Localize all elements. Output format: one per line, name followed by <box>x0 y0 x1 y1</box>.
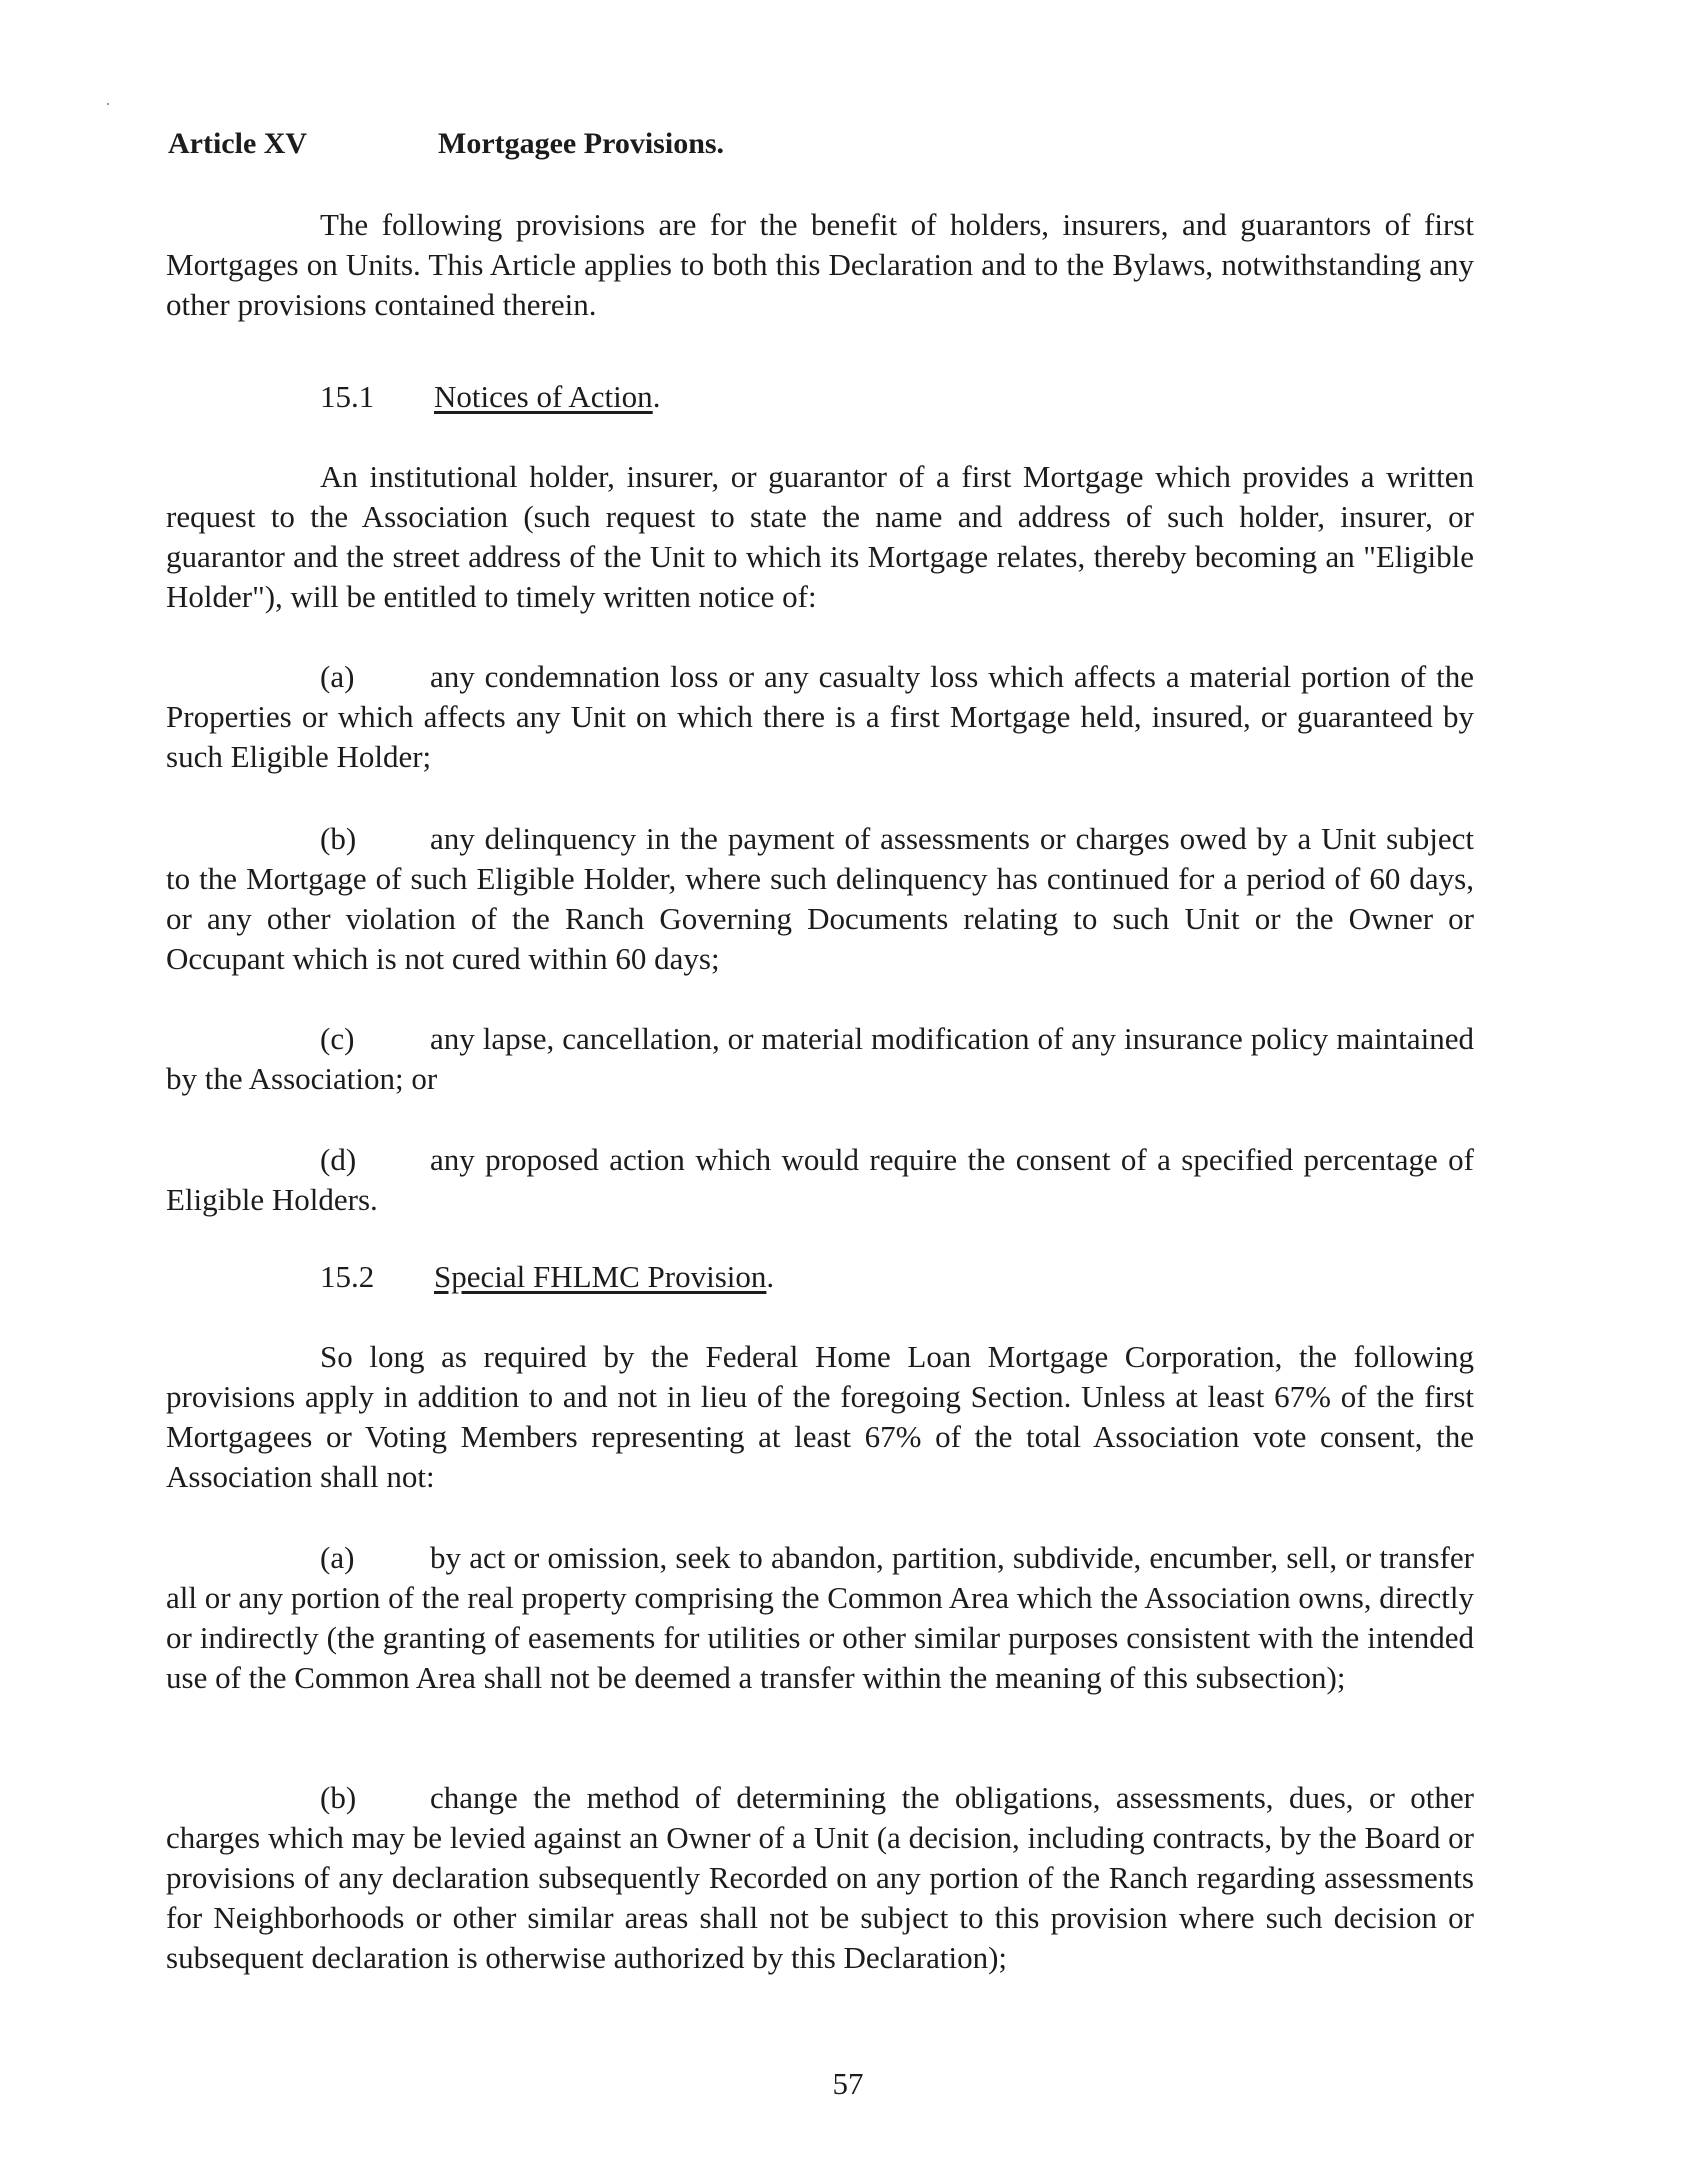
list-item <box>166 1778 1474 1978</box>
section-title: Special FHLMC Provision <box>434 1259 767 1294</box>
intro-paragraph: The following provisions are for the benefit of holders, insurers, and guarantors of first Mortgages on Units. This Article applies to both this Declaration and to the Bylaws, notwithstanding any other provisions contained therein. <box>166 207 1474 322</box>
section-15-1-body: An institutional holder, insurer, or guarantor of a first Mortgage which provides a written request to the Association (such request to state the name and address of such holder, insurer, or guarantor and the street address of the Unit to which its Mortgage relates, thereby becoming an "Eligible Holder"), will be entitled to timely written notice of: <box>166 459 1474 614</box>
list-item <box>166 1019 1474 1099</box>
item-label: (b) <box>320 1780 357 1815</box>
section-title-period: . <box>766 1259 775 1294</box>
section-title: Notices of Action <box>434 379 653 414</box>
item-text: any proposed action which would require the consent of a specified percentage of Eligible Holders. <box>166 1142 1474 1217</box>
item-label: (a) <box>320 659 355 694</box>
list-item <box>166 1538 1474 1698</box>
item-label: (b) <box>320 821 357 856</box>
section-15-1-heading <box>320 377 660 417</box>
article-heading <box>168 124 724 164</box>
article-number: Article XV <box>168 127 308 160</box>
item-label: (c) <box>320 1021 355 1056</box>
item-text: change the method of determining the obligations, assessments, dues, or other charges which may be levied against an Owner of a Unit (a decision, including contracts, by the Board or provisions of any declaration subsequently Recorded on any portion of the Ranch regarding assessments for Neighborhoods or other similar areas shall not be subject to this provision where such decision or subsequent declaration is otherwise authorized by this Declaration); <box>166 1780 1474 1975</box>
scan-speck <box>107 103 109 105</box>
page-number: 57 <box>832 2066 864 2101</box>
section-number: 15.1 <box>320 379 375 414</box>
item-text: any condemnation loss or any casualty loss which affects a material portion of the Properties or which affects any Unit on which there is a first Mortgage held, insured, or guaranteed by such Eligible Holder; <box>166 659 1474 774</box>
list-item <box>166 1140 1474 1220</box>
item-label: (a) <box>320 1540 355 1575</box>
item-text: any delinquency in the payment of assessments or charges owed by a Unit subject to the Mortgage of such Eligible Holder, where such delinquency has continued for a period of 60 days, or any other violation of the Ranch Governing Documents relating to such Unit or the Owner or Occupant which is not cured within 60 days; <box>166 821 1474 976</box>
section-title-period: . <box>652 379 661 414</box>
list-item <box>166 819 1474 979</box>
section-15-2-body: So long as required by the Federal Home Loan Mortgage Corporation, the following provisions apply in addition to and not in lieu of the foregoing Section. Unless at least 67% of the first Mortgagees or Voting Members representing at least 67% of the total Association vote consent, the Association shall not: <box>166 1339 1474 1494</box>
article-title: Mortgagee Provisions. <box>438 127 725 160</box>
section-number: 15.2 <box>320 1259 375 1294</box>
section-15-2-heading <box>320 1257 774 1297</box>
item-text: any lapse, cancellation, or material modification of any insurance policy maintained by the Association; or <box>166 1021 1474 1096</box>
item-label: (d) <box>320 1142 357 1177</box>
list-item <box>166 657 1474 777</box>
item-text: by act or omission, seek to abandon, partition, subdivide, encumber, sell, or transfer all or any portion of the real property comprising the Common Area which the Association owns, directly or indirectly (the granting of easements for utilities or other similar purposes consistent with the intended use of the Common Area shall not be deemed a transfer within the meaning of this subsection); <box>166 1540 1474 1695</box>
